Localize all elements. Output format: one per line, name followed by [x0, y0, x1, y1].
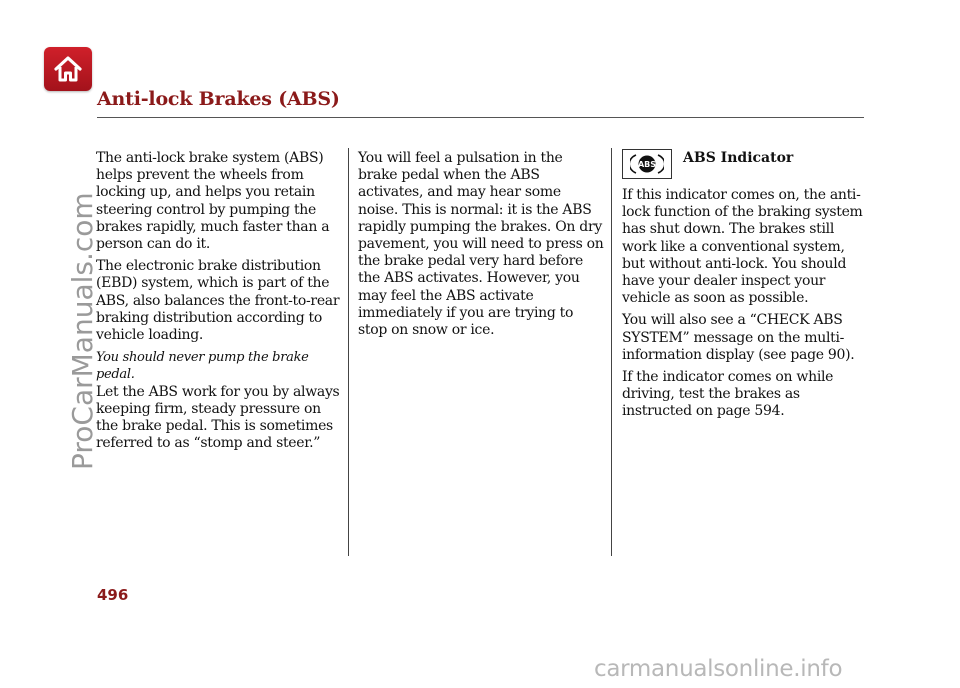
abs-intro-paragraph: The anti-lock brake system (ABS) helps prevent the wheels from locking up, and helps you retain steering control by pumping the brakes rapidly, much faster than a person can do it. [96, 150, 330, 253]
bottom-watermark: carmanualsonline.info [594, 656, 843, 682]
column-3 [622, 187, 866, 426]
pulsation-paragraph: You will feel a pulsation in the brake pedal when the ABS activates, and may hear some noise. This is normal: it is the ABS rapidly pumping the brakes. On dry pavement, you will need to press on the brake pedal very hard before the ABS activates. However, you may feel the ABS activate immediately if you are trying to stop on snow or ice. [358, 150, 604, 339]
page-title: Anti-lock Brakes (ABS) [97, 88, 340, 110]
column-2 [358, 150, 604, 344]
ebd-paragraph: The electronic brake distribution (EBD) system, which is part of the ABS, also balances the front-to-rear braking distribution according to vehicle loading. [96, 258, 340, 344]
pump-warning-heading: You should never pump the brake pedal. [96, 350, 309, 383]
side-watermark: ProCarManuals.com [66, 192, 99, 470]
abs-indicator-icon [630, 152, 664, 176]
abs-indicator-box [622, 149, 672, 179]
indicator-on-paragraph: If this indicator comes on, the anti-lock function of the braking system has shut down. The brakes still work like a conventional system, but without anti-lock. You should have your dealer inspect your vehicle as soon as possible. [622, 187, 863, 307]
home-button[interactable] [44, 47, 92, 91]
column-divider-2 [611, 148, 612, 556]
column-divider-1 [348, 148, 349, 556]
home-icon [53, 55, 83, 83]
check-abs-paragraph: You will also see a “CHECK ABS SYSTEM” message on the multi-information display (see page 90). [622, 312, 855, 363]
driving-indicator-paragraph: If the indicator comes on while driving, test the brakes as instructed on page 594. [622, 369, 834, 420]
column-1 [96, 150, 344, 457]
stomp-steer-paragraph: Let the ABS work for you by always keeping firm, steady pressure on the brake pedal. This is sometimes referred to as “stomp and steer.” [96, 383, 340, 452]
page-number: 496 [97, 586, 129, 604]
abs-icon-text: ABS [637, 160, 657, 170]
abs-indicator-heading: ABS Indicator [683, 150, 794, 166]
title-rule [97, 117, 864, 118]
